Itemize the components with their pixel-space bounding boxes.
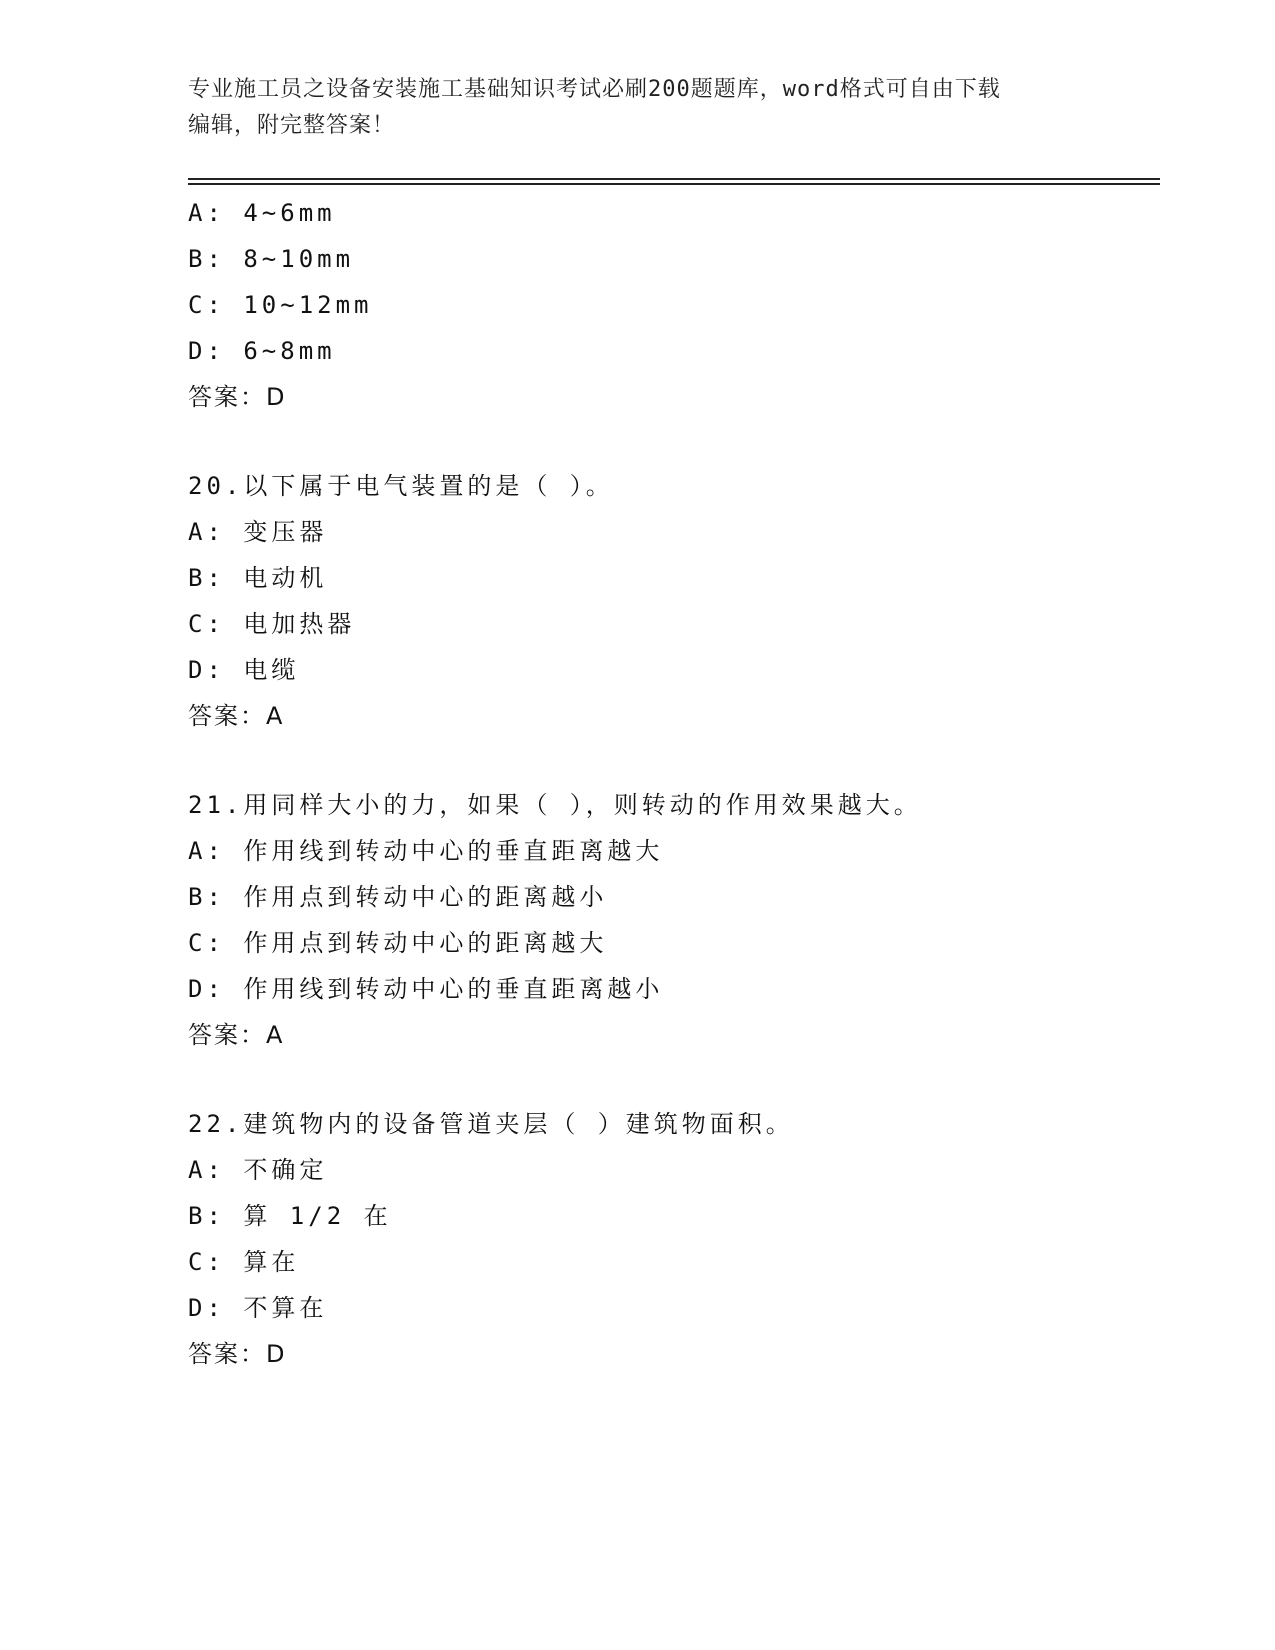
option-c: C: 10~12mm bbox=[188, 291, 373, 319]
answer-line: 答案：D bbox=[188, 1340, 287, 1368]
header-line-2: 编辑，附完整答案！ bbox=[188, 113, 396, 138]
answer-line: 答案：A bbox=[188, 1021, 285, 1049]
question-text: 22.建筑物内的设备管道夹层（ ）建筑物面积。 bbox=[188, 1110, 794, 1138]
questions-content bbox=[188, 190, 1148, 1377]
option-b: B: 作用点到转动中心的距离越小 bbox=[188, 883, 608, 911]
option-a: A: 4~6mm bbox=[188, 199, 336, 227]
option-b: B: 算 1/2 在 bbox=[188, 1202, 392, 1230]
option-c: C: 电加热器 bbox=[188, 610, 356, 638]
option-c: C: 作用点到转动中心的距离越大 bbox=[188, 929, 608, 957]
header-rule-bottom bbox=[188, 183, 1160, 185]
option-b: B: 8~10mm bbox=[188, 245, 355, 273]
header-line-1: 专业施工员之设备安装施工基础知识考试必刷200题题库，word格式可自由下载 bbox=[188, 77, 1001, 102]
header-rule-top bbox=[188, 178, 1160, 180]
option-d: D: 电缆 bbox=[188, 656, 300, 684]
question-text: 21.用同样大小的力，如果（ ），则转动的作用效果越大。 bbox=[188, 791, 922, 819]
document-header bbox=[188, 72, 1088, 144]
option-a: A: 作用线到转动中心的垂直距离越大 bbox=[188, 837, 664, 865]
question-text: 20.以下属于电气装置的是（ ）。 bbox=[188, 472, 614, 500]
option-a: A: 变压器 bbox=[188, 518, 328, 546]
question-block-21 bbox=[188, 782, 1148, 1058]
option-a: A: 不确定 bbox=[188, 1156, 328, 1184]
answer-line: 答案：A bbox=[188, 702, 285, 730]
option-d: D: 6~8mm bbox=[188, 337, 336, 365]
option-d: D: 作用线到转动中心的垂直距离越小 bbox=[188, 975, 664, 1003]
option-d: D: 不算在 bbox=[188, 1294, 328, 1322]
option-c: C: 算在 bbox=[188, 1248, 300, 1276]
question-block-22 bbox=[188, 1101, 1148, 1377]
question-block-20 bbox=[188, 463, 1148, 739]
question-block-19 bbox=[188, 190, 1148, 420]
answer-line: 答案：D bbox=[188, 383, 287, 411]
option-b: B: 电动机 bbox=[188, 564, 328, 592]
